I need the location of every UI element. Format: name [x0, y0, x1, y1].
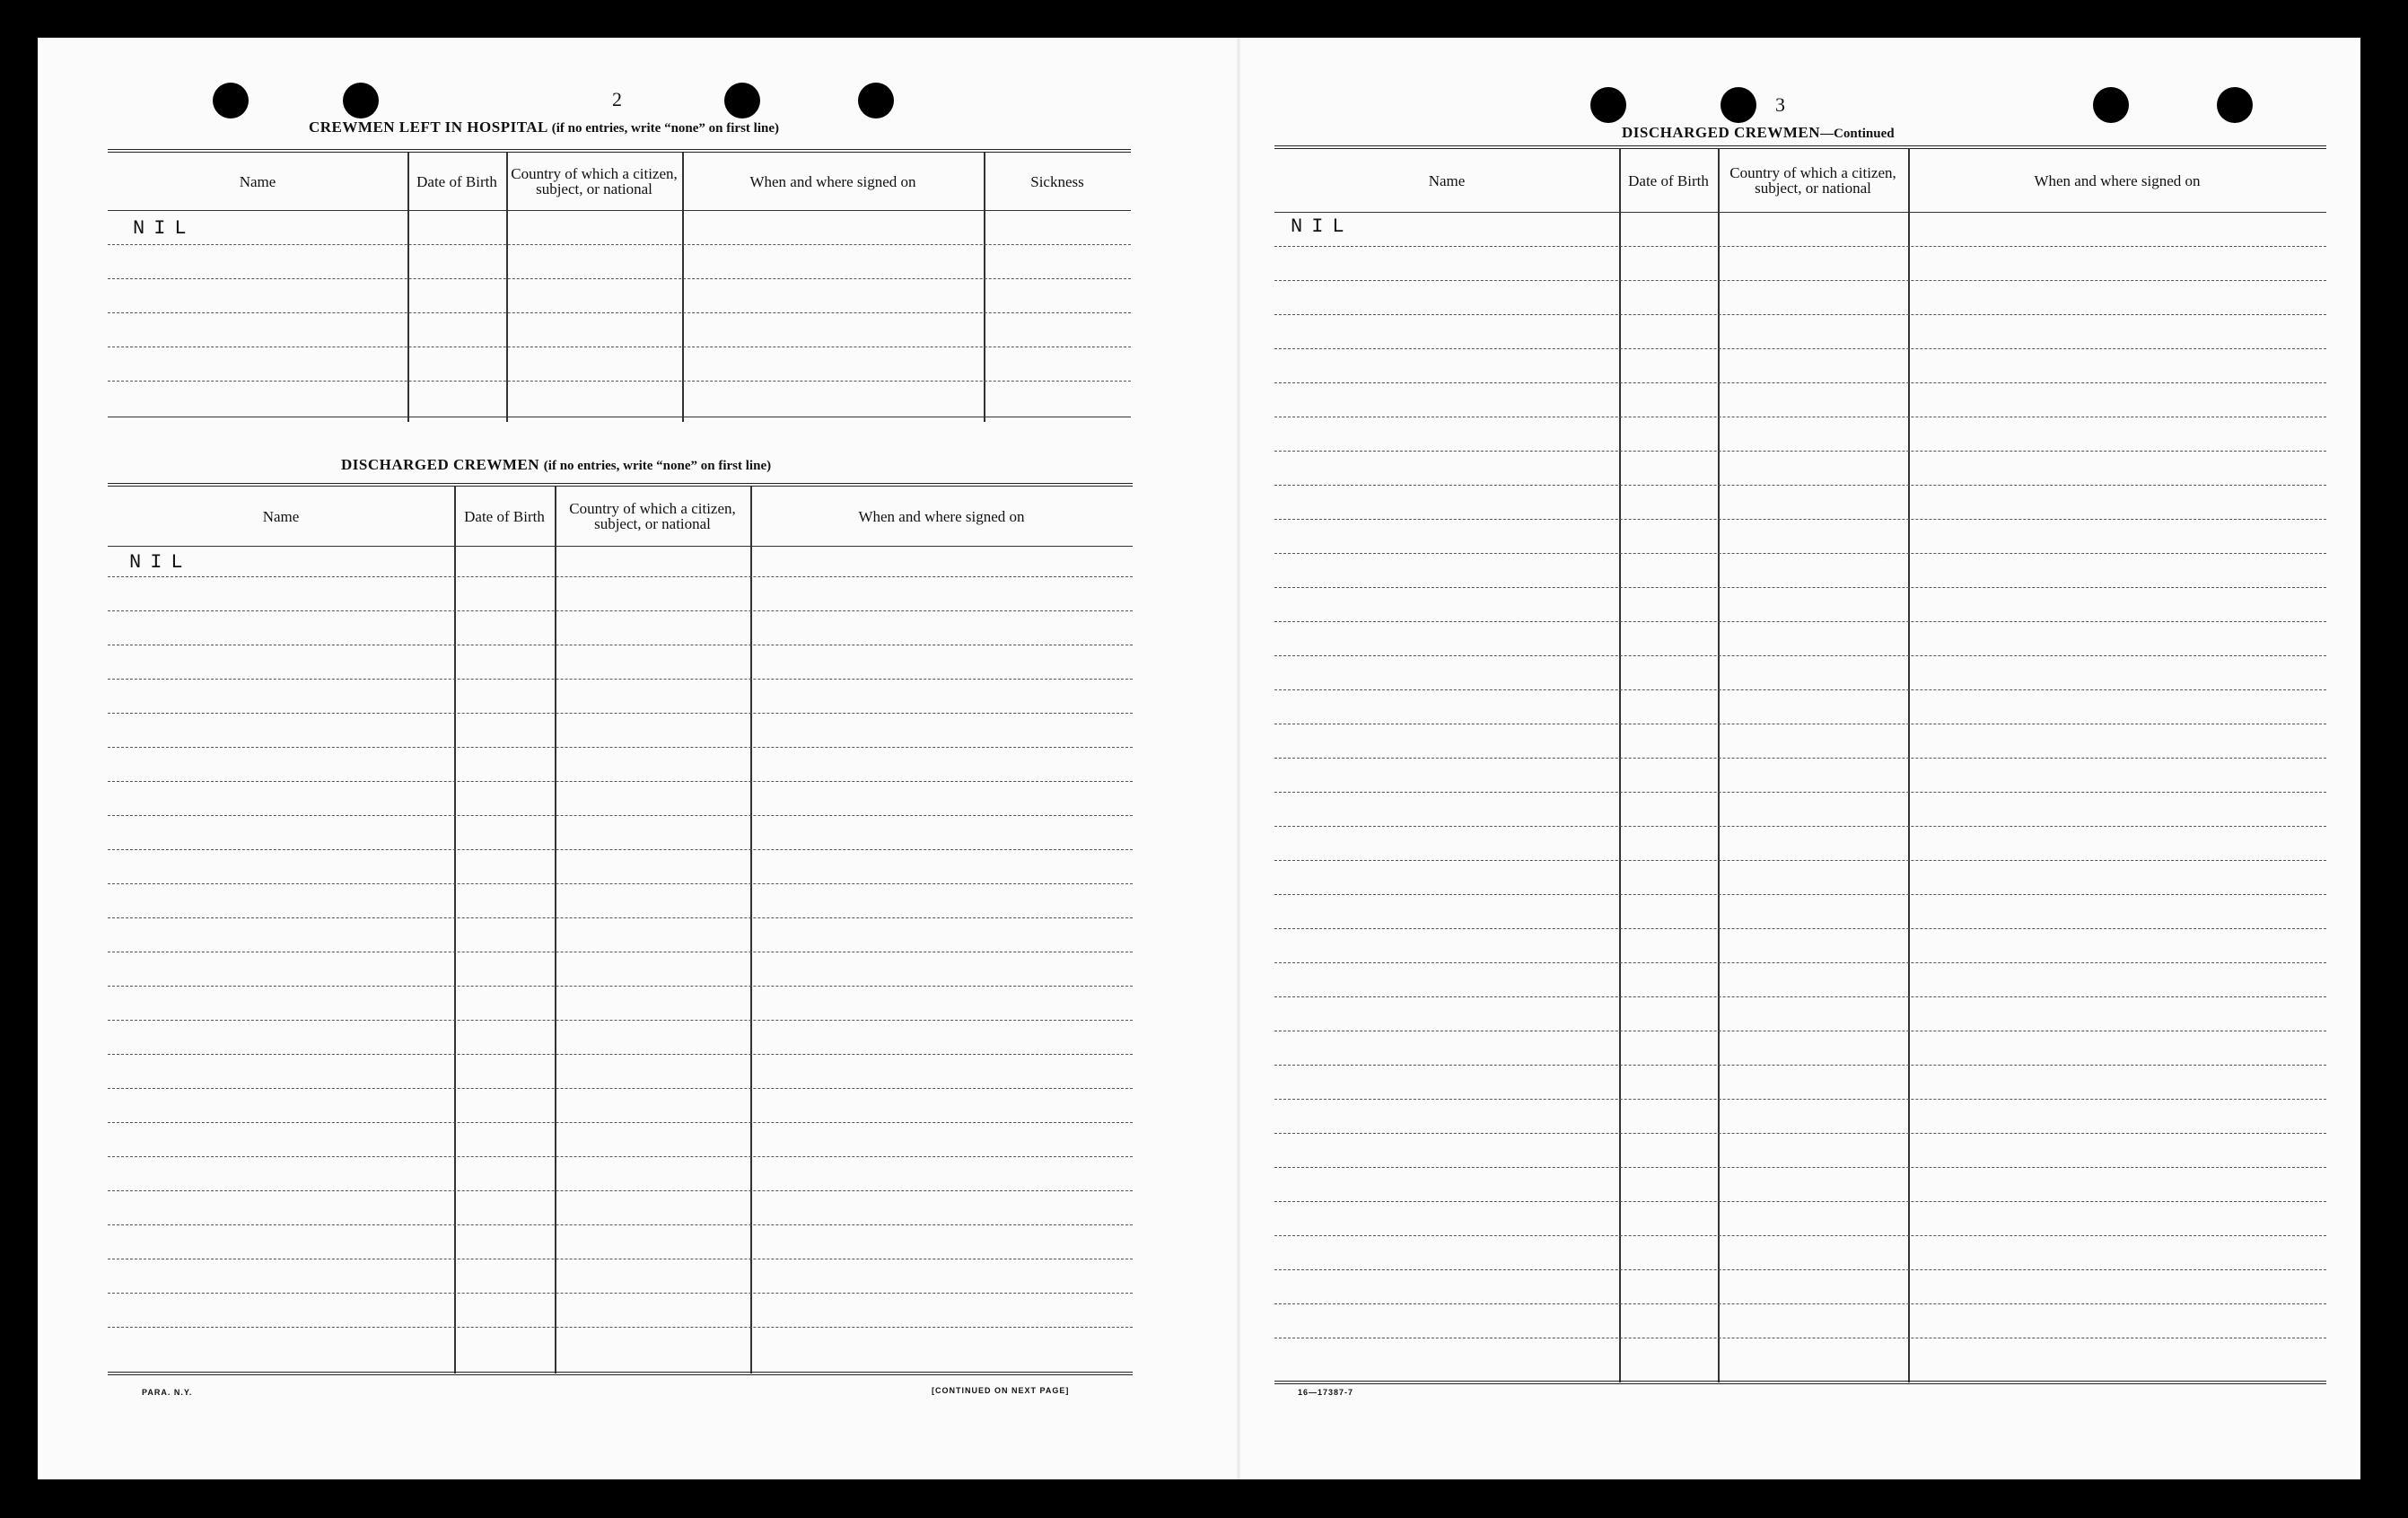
row-line [108, 986, 1133, 987]
row-line [108, 381, 1131, 382]
col-header-name: Name [1428, 171, 1466, 189]
discharged-continued-header [1274, 149, 2326, 213]
punch-hole [724, 83, 760, 118]
row-line [108, 917, 1133, 918]
row-line [1274, 996, 2326, 997]
row-line [1274, 348, 2326, 349]
form-sheet [38, 38, 2360, 1479]
row-line [1274, 1099, 2326, 1100]
column-divider [506, 153, 508, 422]
column-divider [1908, 149, 1910, 1382]
row-line [1274, 587, 2326, 588]
row-line [1274, 1133, 2326, 1134]
row-line [1274, 792, 2326, 793]
discharged-continued-subtitle: —Continued [1820, 127, 1895, 141]
row-line [1274, 1167, 2326, 1168]
row-line [108, 849, 1133, 850]
page-number-right: 3 [1775, 93, 1785, 116]
col-header-signed-on: When and where signed on [749, 172, 916, 190]
column-divider [407, 153, 409, 422]
col-header-signed-on: When and where signed on [2034, 171, 2201, 189]
punch-hole [1590, 87, 1626, 123]
row-line [1274, 655, 2326, 656]
discharged-continued-title [1622, 124, 1895, 142]
row-line [108, 576, 1133, 577]
row-line [108, 312, 1131, 313]
col-header-date-of-birth: Date of Birth [416, 172, 497, 190]
row-line [1274, 1269, 2326, 1270]
discharged-subtitle: (if no entries, write “none” on first line) [543, 459, 772, 473]
row-line [108, 1293, 1133, 1294]
column-divider [984, 153, 985, 422]
hospital-table-header [108, 153, 1131, 211]
row-line [1274, 758, 2326, 759]
discharged-table [108, 483, 1133, 1375]
row-line [108, 1088, 1133, 1089]
row-line [108, 244, 1131, 245]
row-line [108, 815, 1133, 816]
col-header-date-of-birth: Date of Birth [464, 507, 545, 525]
row-line [1274, 382, 2326, 383]
hospital-subtitle: (if no entries, write “none” on first line) [551, 121, 779, 136]
row-line [1274, 860, 2326, 861]
row-line [108, 1224, 1133, 1225]
col-header-name: Name [262, 507, 300, 525]
punch-hole [858, 83, 894, 118]
row-line [108, 781, 1133, 782]
row-line [1274, 1303, 2326, 1304]
row-line [1274, 1235, 2326, 1236]
row-line [1274, 621, 2326, 622]
discharged-title-text: DISCHARGED CREWMEN [341, 456, 540, 473]
col-header-sickness: Sickness [1030, 172, 1084, 190]
row-line [108, 713, 1133, 714]
page-number-left: 2 [612, 88, 622, 110]
row-line [108, 883, 1133, 884]
row-line [108, 747, 1133, 748]
row-line [1274, 553, 2326, 554]
row-line [108, 1122, 1133, 1123]
row-line [108, 610, 1133, 611]
col-header-country: Country of which a citizen, subject, or national [569, 500, 736, 532]
punch-hole [2217, 87, 2253, 123]
hospital-title-text: CREWMEN LEFT IN HOSPITAL [309, 118, 547, 136]
page-fold [1237, 38, 1240, 1479]
discharged-section-title [341, 456, 771, 474]
row-line [1274, 962, 2326, 963]
row-line [1274, 1381, 2326, 1384]
row-line [1274, 1065, 2326, 1066]
col-header-name: Name [239, 172, 276, 190]
discharged-table-header [108, 487, 1133, 547]
col-header-signed-on: When and where signed on [858, 507, 1025, 525]
column-divider [555, 487, 556, 1373]
row-line [1274, 826, 2326, 827]
discharged-entry-name: NIL [129, 551, 192, 574]
row-line [1274, 485, 2326, 486]
hospital-entry-name: NIL [133, 217, 196, 240]
row-line [1274, 314, 2326, 315]
col-header-date-of-birth: Date of Birth [1628, 171, 1709, 189]
row-line [1274, 894, 2326, 895]
discharged-continued-title-text: DISCHARGED CREWMEN [1622, 124, 1821, 141]
row-line [108, 278, 1131, 279]
punch-hole [213, 83, 249, 118]
row-line [108, 1054, 1133, 1055]
discharged-continued-table [1274, 145, 2326, 1384]
column-divider [682, 153, 684, 422]
footer-printer-mark: PARA. N.Y. [142, 1388, 193, 1397]
row-line [1274, 519, 2326, 520]
hospital-section-title [309, 118, 779, 136]
row-line [108, 1327, 1133, 1328]
row-line [1274, 928, 2326, 929]
footer-continued-note: [CONTINUED ON NEXT PAGE] [932, 1386, 1070, 1395]
row-line [1274, 689, 2326, 690]
row-line [1274, 451, 2326, 452]
hospital-table [108, 149, 1131, 422]
row-line [1274, 246, 2326, 247]
row-line [108, 679, 1133, 680]
row-line [1274, 280, 2326, 281]
row-line [108, 1372, 1133, 1375]
col-header-country: Country of which a citizen, subject, or national [511, 165, 678, 197]
column-divider [750, 487, 752, 1373]
column-divider [1718, 149, 1720, 1382]
punch-hole [2093, 87, 2129, 123]
column-divider [1619, 149, 1621, 1382]
punch-hole [1721, 87, 1756, 123]
row-line [1274, 1201, 2326, 1202]
col-header-country: Country of which a citizen, subject, or national [1729, 164, 1896, 197]
discharged-continued-entry-name: NIL [1291, 215, 1353, 238]
punch-hole [343, 83, 379, 118]
row-line [108, 1190, 1133, 1191]
row-line [108, 1020, 1133, 1021]
footer-form-number: 16—17387-7 [1298, 1388, 1354, 1397]
column-divider [454, 487, 456, 1373]
row-line [108, 1156, 1133, 1157]
